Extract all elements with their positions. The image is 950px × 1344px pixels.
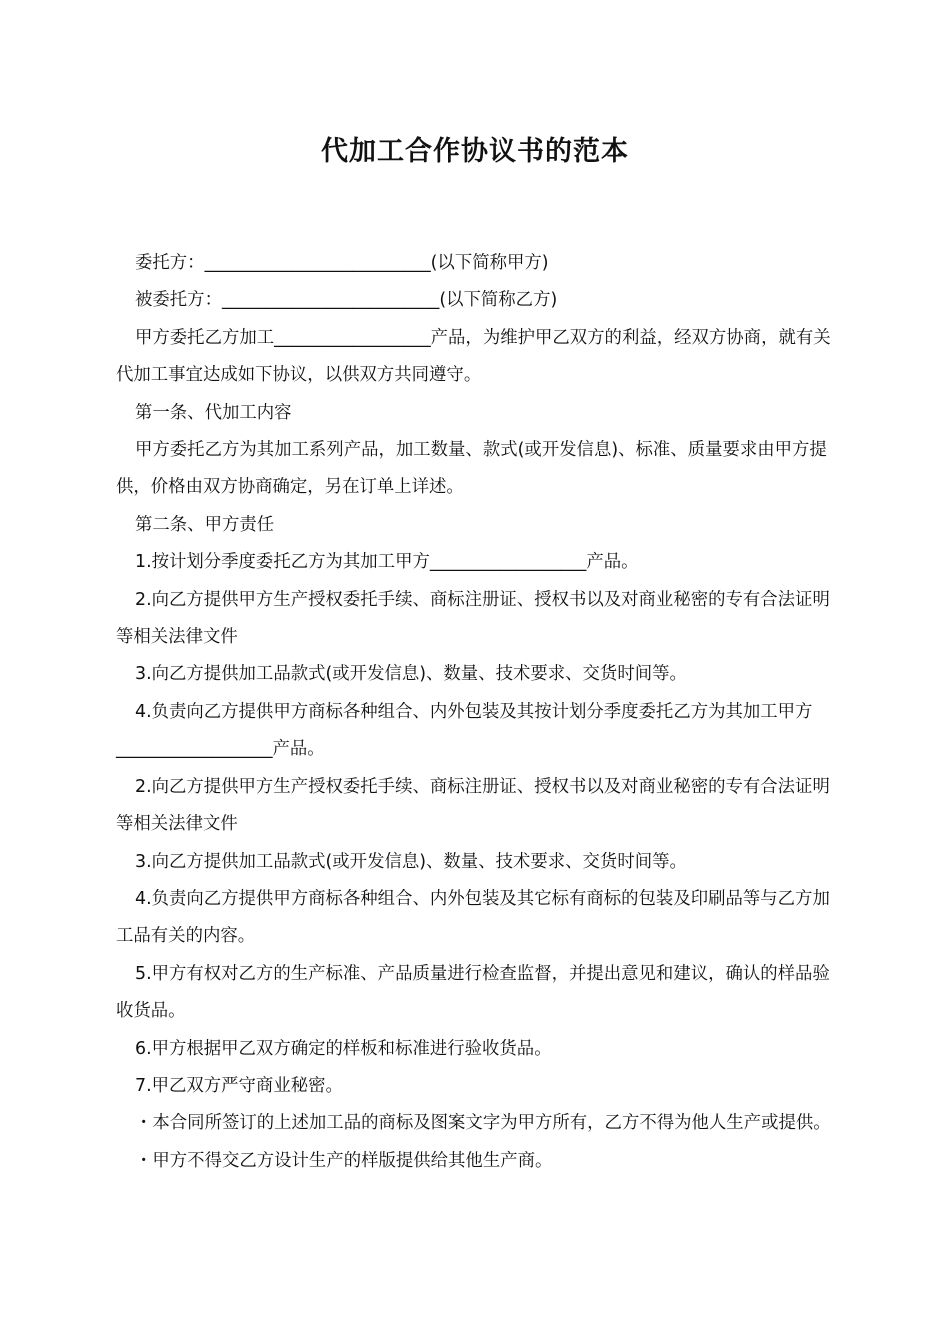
clause-1: 1.按计划分季度委托乙方为其加工甲方__________________产品。: [135, 552, 639, 573]
clause-3-repeat: 3.向乙方提供加工品款式(或开发信息)、数量、技术要求、交货时间等。: [135, 851, 687, 872]
article-1-content: 甲方委托乙方为其加工系列产品，加工数量、款式(或开发信息)、标准、质量要求由甲方提供，价格由双方协商确定，另在订单上详述。: [116, 440, 827, 498]
bullet-trademark-ownership: ・本合同所签订的上述加工品的商标及图案文字为甲方所有，乙方不得为他人生产或提供。: [135, 1113, 831, 1134]
document-body: [116, 245, 838, 1180]
clause-3: 3.向乙方提供加工品款式(或开发信息)、数量、技术要求、交货时间等。: [135, 664, 687, 685]
clause-4: 4.负责向乙方提供甲方商标各种组合、内外包装及其按计划分季度委托乙方为其加工甲方__________________产品。: [116, 701, 813, 760]
paragraph-entrusting-party: 委托方：__________________________(以下简称甲方): [135, 253, 549, 273]
article-1-heading: 第一条、代加工内容: [135, 402, 292, 423]
clause-7: 7.甲乙双方严守商业秘密。: [135, 1075, 343, 1096]
paragraph-preamble: 甲方委托乙方加工__________________产品，为维护甲乙双方的利益，经双方协商，就有关代加工事宜达成如下协议，以供双方共同遵守。: [116, 327, 831, 386]
paragraph-entrusted-party: 被委托方：_________________________(以下简称乙方): [135, 290, 558, 311]
bullet-sample-confidentiality: ・甲方不得交乙方设计生产的样版提供给其他生产商。: [135, 1150, 553, 1171]
clause-2: 2.向乙方提供甲方生产授权委托手续、商标注册证、授权书以及对商业秘密的专有合法证明等相关法律文件: [116, 589, 830, 648]
article-2-heading: 第二条、甲方责任: [135, 514, 275, 535]
clause-5: 5.甲方有权对乙方的生产标准、产品质量进行检查监督，并提出意见和建议，确认的样品验收货品。: [116, 963, 830, 1022]
clause-2-repeat: 2.向乙方提供甲方生产授权委托手续、商标注册证、授权书以及对商业秘密的专有合法证明等相关法律文件: [116, 776, 830, 835]
clause-4-repeat: 4.负责向乙方提供甲方商标各种组合、内外包装及其它标有商标的包装及印刷品等与乙方加工品有关的内容。: [116, 888, 830, 947]
document-title: 代加工合作协议书的范本: [321, 136, 629, 167]
clause-6: 6.甲方根据甲乙双方确定的样板和标准进行验收货品。: [135, 1038, 552, 1059]
